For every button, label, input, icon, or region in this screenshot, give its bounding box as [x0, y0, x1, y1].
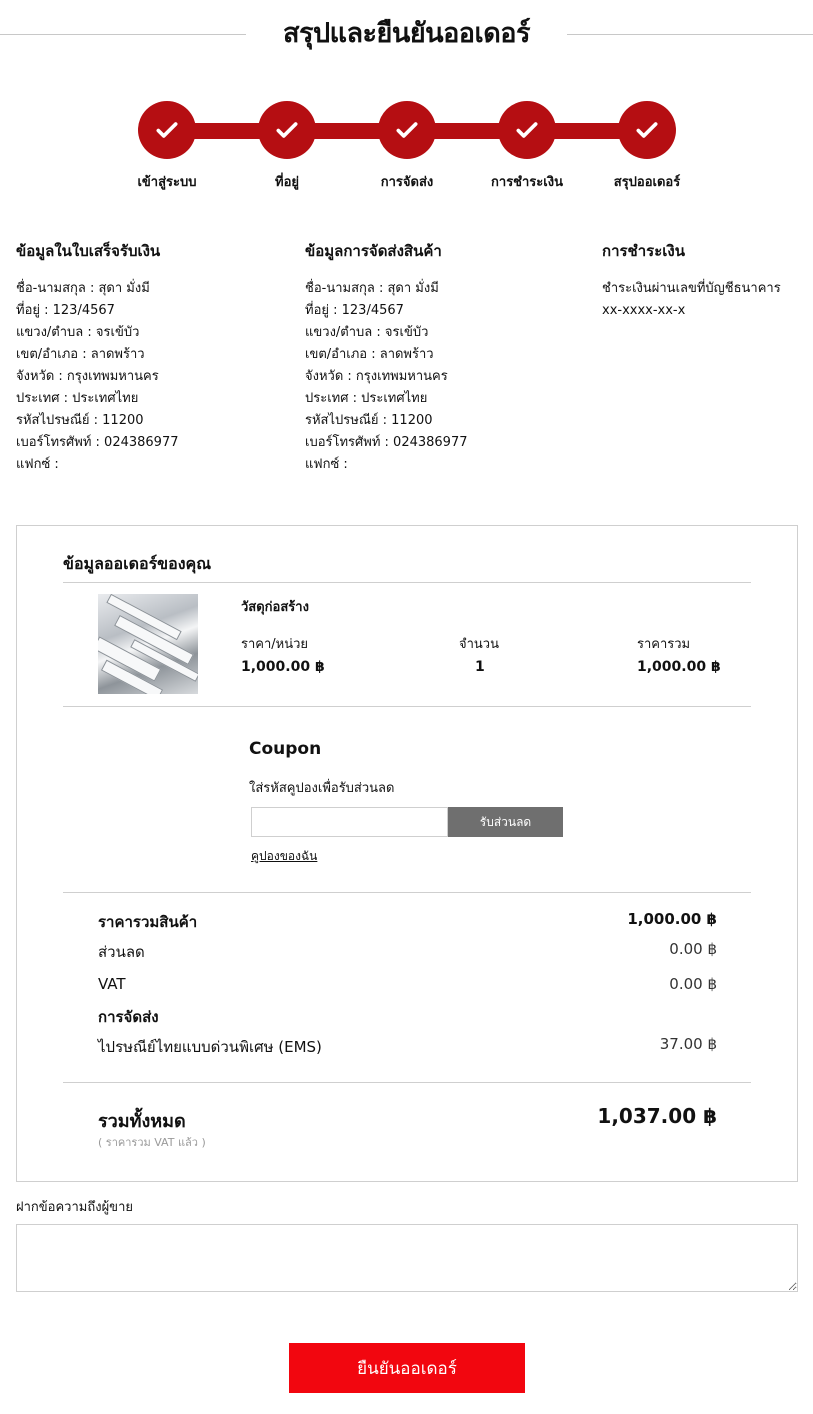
vat-label: VAT: [98, 975, 126, 993]
line-total-label: ราคารวม: [637, 637, 691, 652]
title-divider-right: [567, 34, 813, 35]
order-heading: ข้อมูลออเดอร์ของคุณ: [63, 554, 212, 573]
step-payment-check-icon: [498, 101, 556, 159]
page-title: สรุปและยืนยันออเดอร์: [282, 18, 531, 49]
shipping-district: เขต/อำเภอ : ลาดพร้าว: [305, 347, 434, 362]
shipping-method: ไปรษณีย์ไทยแบบด่วนพิเศษ (EMS): [98, 1038, 322, 1056]
qty-label: จำนวน: [459, 637, 499, 652]
seller-note-label: ฝากข้อความถึงผู้ขาย: [16, 1200, 133, 1215]
product-image: [98, 594, 198, 694]
billing-address: ที่อยู่ : 123/4567: [16, 303, 115, 318]
divider: [63, 892, 751, 893]
step-address-check-icon: [258, 101, 316, 159]
step-login-check-icon: [138, 101, 196, 159]
step-label: สรุปออเดอร์: [613, 175, 681, 190]
shipping-cost-heading: การจัดส่ง: [98, 1008, 159, 1026]
shipping-heading: ข้อมูลการจัดส่งสินค้า: [305, 242, 442, 260]
step-shipping-check-icon: [378, 101, 436, 159]
step-label: การชำระเงิน: [491, 175, 563, 190]
shipping-subdistrict: แขวง/ตำบล : จรเข้บัว: [305, 325, 429, 340]
step-label: การจัดส่ง: [380, 175, 434, 190]
divider: [63, 582, 751, 583]
discount-value: 0.00 ฿: [669, 940, 717, 958]
step-summary-check-icon: [618, 101, 676, 159]
divider: [63, 1082, 751, 1083]
divider: [63, 706, 751, 707]
shipping-address: ที่อยู่ : 123/4567: [305, 303, 404, 318]
coupon-input[interactable]: [251, 807, 448, 837]
billing-postcode: รหัสไปรษณีย์ : 11200: [16, 413, 144, 428]
grand-total-note: ( ราคารวม VAT แล้ว ): [98, 1136, 206, 1149]
my-coupons-link[interactable]: คูปองของฉัน: [251, 849, 318, 863]
shipping-country: ประเทศ : ประเทศไทย: [305, 391, 428, 406]
shipping-fax: แฟกซ์ :: [305, 457, 348, 472]
shipping-phone: เบอร์โทรศัพท์ : 024386977: [305, 435, 468, 450]
billing-country: ประเทศ : ประเทศไทย: [16, 391, 139, 406]
billing-name: ชื่อ-นามสกุล : สุดา มั่งมี: [16, 281, 150, 296]
discount-label: ส่วนลด: [98, 943, 145, 961]
shipping-province: จังหวัด : กรุงเทพมหานคร: [305, 369, 448, 384]
payment-info: [602, 240, 781, 322]
grand-total-value: 1,037.00 ฿: [597, 1104, 717, 1128]
product-name: วัสดุก่อสร้าง: [241, 600, 309, 615]
apply-coupon-button[interactable]: รับส่วนลด: [448, 807, 563, 837]
grand-total-label: รวมทั้งหมด: [98, 1111, 186, 1132]
subtotal-value: 1,000.00 ฿: [627, 910, 717, 928]
vat-value: 0.00 ฿: [669, 975, 717, 993]
step-label: เข้าสู่ระบบ: [137, 175, 197, 190]
payment-method: ชำระเงินผ่านเลขที่บัญชีธนาคาร: [602, 281, 781, 296]
subtotal-label: ราคารวมสินค้า: [98, 913, 198, 931]
shipping-cost: 37.00 ฿: [659, 1035, 717, 1053]
checkout-progress: [0, 101, 813, 196]
coupon-title: Coupon: [249, 739, 322, 759]
billing-subdistrict: แขวง/ตำบล : จรเข้บัว: [16, 325, 140, 340]
payment-heading: การชำระเงิน: [602, 242, 685, 260]
payment-account: xx-xxxx-xx-x: [602, 303, 686, 318]
billing-phone: เบอร์โทรศัพท์ : 024386977: [16, 435, 179, 450]
seller-note-textarea[interactable]: [16, 1224, 798, 1292]
confirm-order-button[interactable]: ยืนยันออเดอร์: [289, 1343, 525, 1393]
quantity: 1: [475, 659, 485, 675]
title-divider-left: [0, 34, 246, 35]
price-label: ราคา/หน่วย: [241, 637, 309, 652]
shipping-name: ชื่อ-นามสกุล : สุดา มั่งมี: [305, 281, 439, 296]
line-total: 1,000.00 ฿: [637, 659, 721, 675]
coupon-hint: ใส่รหัสคูปองเพื่อรับส่วนลด: [249, 781, 395, 796]
unit-price: 1,000.00 ฿: [241, 659, 325, 675]
step-label: ที่อยู่: [275, 175, 299, 190]
order-summary-box: [16, 525, 798, 1182]
billing-province: จังหวัด : กรุงเทพมหานคร: [16, 369, 159, 384]
billing-heading: ข้อมูลในใบเสร็จรับเงิน: [16, 242, 161, 260]
billing-info: [16, 240, 179, 476]
billing-district: เขต/อำเภอ : ลาดพร้าว: [16, 347, 145, 362]
shipping-postcode: รหัสไปรษณีย์ : 11200: [305, 413, 433, 428]
billing-fax: แฟกซ์ :: [16, 457, 59, 472]
page-header: [0, 14, 813, 54]
shipping-info: [305, 240, 468, 476]
